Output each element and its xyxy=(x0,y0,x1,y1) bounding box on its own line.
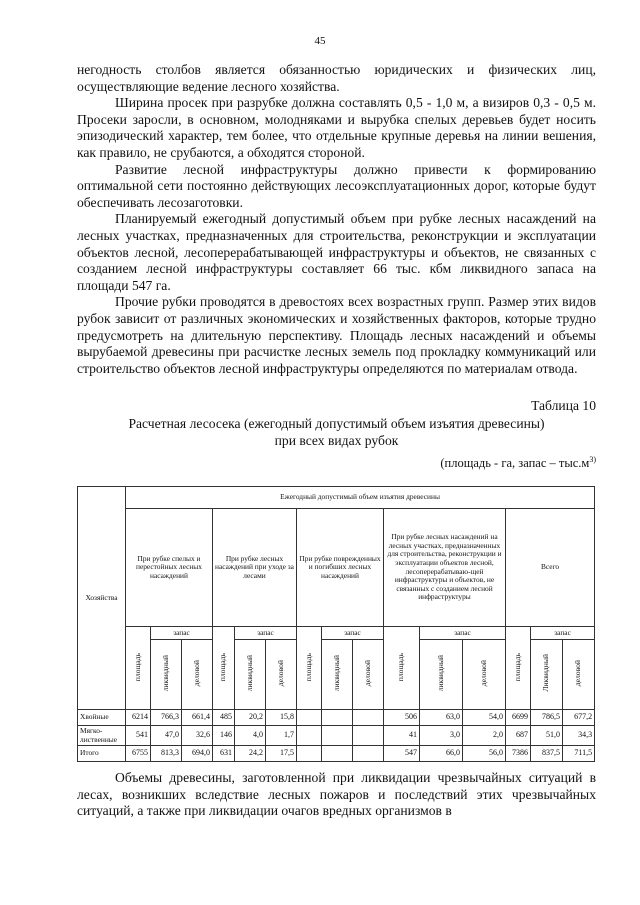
col-liquid: ликвидный xyxy=(235,640,266,710)
table-cell: 51,0 xyxy=(531,726,563,746)
table-cell: 506 xyxy=(384,710,420,726)
paragraph: негодность столбов является обязанностью юридических и физических лиц, осуществляющие ведение лесного хозяйства. xyxy=(77,62,596,94)
table-cell: 20,2 xyxy=(235,710,266,726)
group-header: При рубке лесных насаждений на лесных участках, предназначенных для строительства, реконструкции и эксплуатации объектов лесной, лесоперерабатываю-щей инфраструктуры и объектов, не связанных с созданием лесной инфраструктуры xyxy=(384,509,506,627)
table-cell xyxy=(297,726,322,746)
table-cell: 766,3 xyxy=(151,710,182,726)
group-header: Всего xyxy=(506,509,595,627)
col-area: площадь xyxy=(384,627,420,710)
table-cell: 34,3 xyxy=(563,726,595,746)
table-row xyxy=(78,726,595,746)
paragraph: Прочие рубки проводятся в древостоях всех возрастных групп. Размер этих видов рубок зависит от различных экономических и хозяйственных факторов, которые трудно предусмотреть на длительную перспективу. Площадь лесных насаждений и объемы вырубаемой древесины при расчистке лесных земель под прокладку коммуникаций или строительство объектов лесной инфраструктуры определяются по материалам отвода. xyxy=(77,294,596,376)
table-cell: 32,6 xyxy=(182,726,213,746)
col-liquid: Ликвидный xyxy=(531,640,563,710)
table-cell: 4,0 xyxy=(235,726,266,746)
zapas-header: запас xyxy=(420,627,506,640)
body-text-top xyxy=(77,62,596,377)
felling-table xyxy=(77,486,595,762)
table-cell: 2,0 xyxy=(463,726,506,746)
table-cell: 485 xyxy=(213,710,235,726)
col-liquid: ликвидный xyxy=(322,640,353,710)
col-area: площадь xyxy=(297,627,322,710)
col-area: площадь xyxy=(126,627,151,710)
table-cell: 837,5 xyxy=(531,746,563,762)
col-area: площадь xyxy=(506,627,531,710)
table-cell: 677,2 xyxy=(563,710,595,726)
page-number: 45 xyxy=(314,35,326,47)
zapas-header: запас xyxy=(235,627,297,640)
table-cell: 6214 xyxy=(126,710,151,726)
table-cell xyxy=(322,710,353,726)
table-cell: 3,0 xyxy=(420,726,463,746)
table-cell: 47,0 xyxy=(151,726,182,746)
units-text: (площадь - га, запас – тыс.м xyxy=(440,456,590,471)
body-text-bottom xyxy=(77,770,596,820)
col-area: площадь xyxy=(213,627,235,710)
col-business: деловой xyxy=(563,640,595,710)
table-cell: 56,0 xyxy=(463,746,506,762)
row-header: Хозяйства xyxy=(78,487,126,710)
table-cell: 661,4 xyxy=(182,710,213,726)
col-business: деловой xyxy=(182,640,213,710)
table-cell: 63,0 xyxy=(420,710,463,726)
table-body xyxy=(78,710,595,762)
table-cell: 24,2 xyxy=(235,746,266,762)
table-cell xyxy=(297,746,322,762)
table-cell xyxy=(353,726,384,746)
table-cell: 6699 xyxy=(506,710,531,726)
paragraph: Ширина просек при разрубке должна составлять 0,5 - 1,0 м, а визиров 0,3 - 0,5 м. Просеки заросли, в основном, молодняками и вырубка спелых деревьев будет носить эпизодический характер, тем более, что отдельные крупные деревья на линии вешения, как правило, не срубаются, а обходятся стороной. xyxy=(77,95,596,160)
table-cell: 41 xyxy=(384,726,420,746)
group-header: При рубке спелых и перестойных лесных насаждений xyxy=(126,509,213,627)
zapas-header: запас xyxy=(531,627,595,640)
paragraph: Развитие лесной инфраструктуры должно привести к формированию оптимальной сети постоянно действующих лесоэксплуатационных дорог, которые будут обеспечивать лесозаготовки. xyxy=(77,161,596,210)
paragraph: Планируемый ежегодный допустимый объем при рубке лесных насаждений на лесных участках, предназначенных для строительства, реконструкции и эксплуатации объектов лесной, лесоперерабатывающей инфраструктуры и объектов, не связанных с созданием лесной инфраструктуры составляет 66 тыс. кбм ликвидного запаса на площади 547 га. xyxy=(77,211,596,293)
col-business: деловой xyxy=(463,640,506,710)
table-cell: 6755 xyxy=(126,746,151,762)
table-cell: 694,0 xyxy=(182,746,213,762)
table-units xyxy=(77,452,596,472)
table-cell: 146 xyxy=(213,726,235,746)
table-cell xyxy=(353,746,384,762)
table-cell: 631 xyxy=(213,746,235,762)
row-label: Итого xyxy=(78,746,126,762)
table-title xyxy=(77,416,596,449)
table-cell: 711,5 xyxy=(563,746,595,762)
table-cell xyxy=(322,746,353,762)
table-title-line: при всех видах рубок xyxy=(274,432,399,448)
table-cell xyxy=(322,726,353,746)
table-cell: 17,5 xyxy=(266,746,297,762)
table-cell xyxy=(353,710,384,726)
row-label: Хвойные xyxy=(78,710,126,726)
table-row xyxy=(78,710,595,726)
table-cell: 687 xyxy=(506,726,531,746)
table-cell: 15,8 xyxy=(266,710,297,726)
zapas-header: запас xyxy=(151,627,213,640)
table-cell: 547 xyxy=(384,746,420,762)
table-cell: 813,3 xyxy=(151,746,182,762)
group-header: При рубке поврежденных и погибших лесных насаждений xyxy=(297,509,384,627)
top-header: Ежегодный допустимый объем изъятия древесины xyxy=(126,487,595,509)
table-cell: 54,0 xyxy=(463,710,506,726)
col-liquid: ликвидный xyxy=(151,640,182,710)
table-title-line: Расчетная лесосека (ежегодный допустимый объем изъятия древесины) xyxy=(128,416,545,431)
table-cell: 66,0 xyxy=(420,746,463,762)
zapas-header: запас xyxy=(322,627,384,640)
col-liquid: ликвидный xyxy=(420,640,463,710)
table-cell: 7386 xyxy=(506,746,531,762)
table-cell: 1,7 xyxy=(266,726,297,746)
table-cell: 786,5 xyxy=(531,710,563,726)
table-label: Таблица 10 xyxy=(531,398,596,413)
table-cell xyxy=(297,710,322,726)
col-business: деловой xyxy=(353,640,384,710)
paragraph: Объемы древесины, заготовленной при ликвидации чрезвычайных ситуаций в лесах, возникших вследствие лесных пожаров и последствий этих чрезвычайных ситуаций, а также при ликвидации очагов вредных организмов в xyxy=(77,770,596,819)
units-sup: 3) xyxy=(589,455,596,464)
group-header: При рубке лесных насаждений при уходе за лесами xyxy=(213,509,297,627)
table-row xyxy=(78,746,595,762)
row-label: Мягко-лиственные xyxy=(78,726,126,746)
col-business: деловой xyxy=(266,640,297,710)
table-cell: 541 xyxy=(126,726,151,746)
